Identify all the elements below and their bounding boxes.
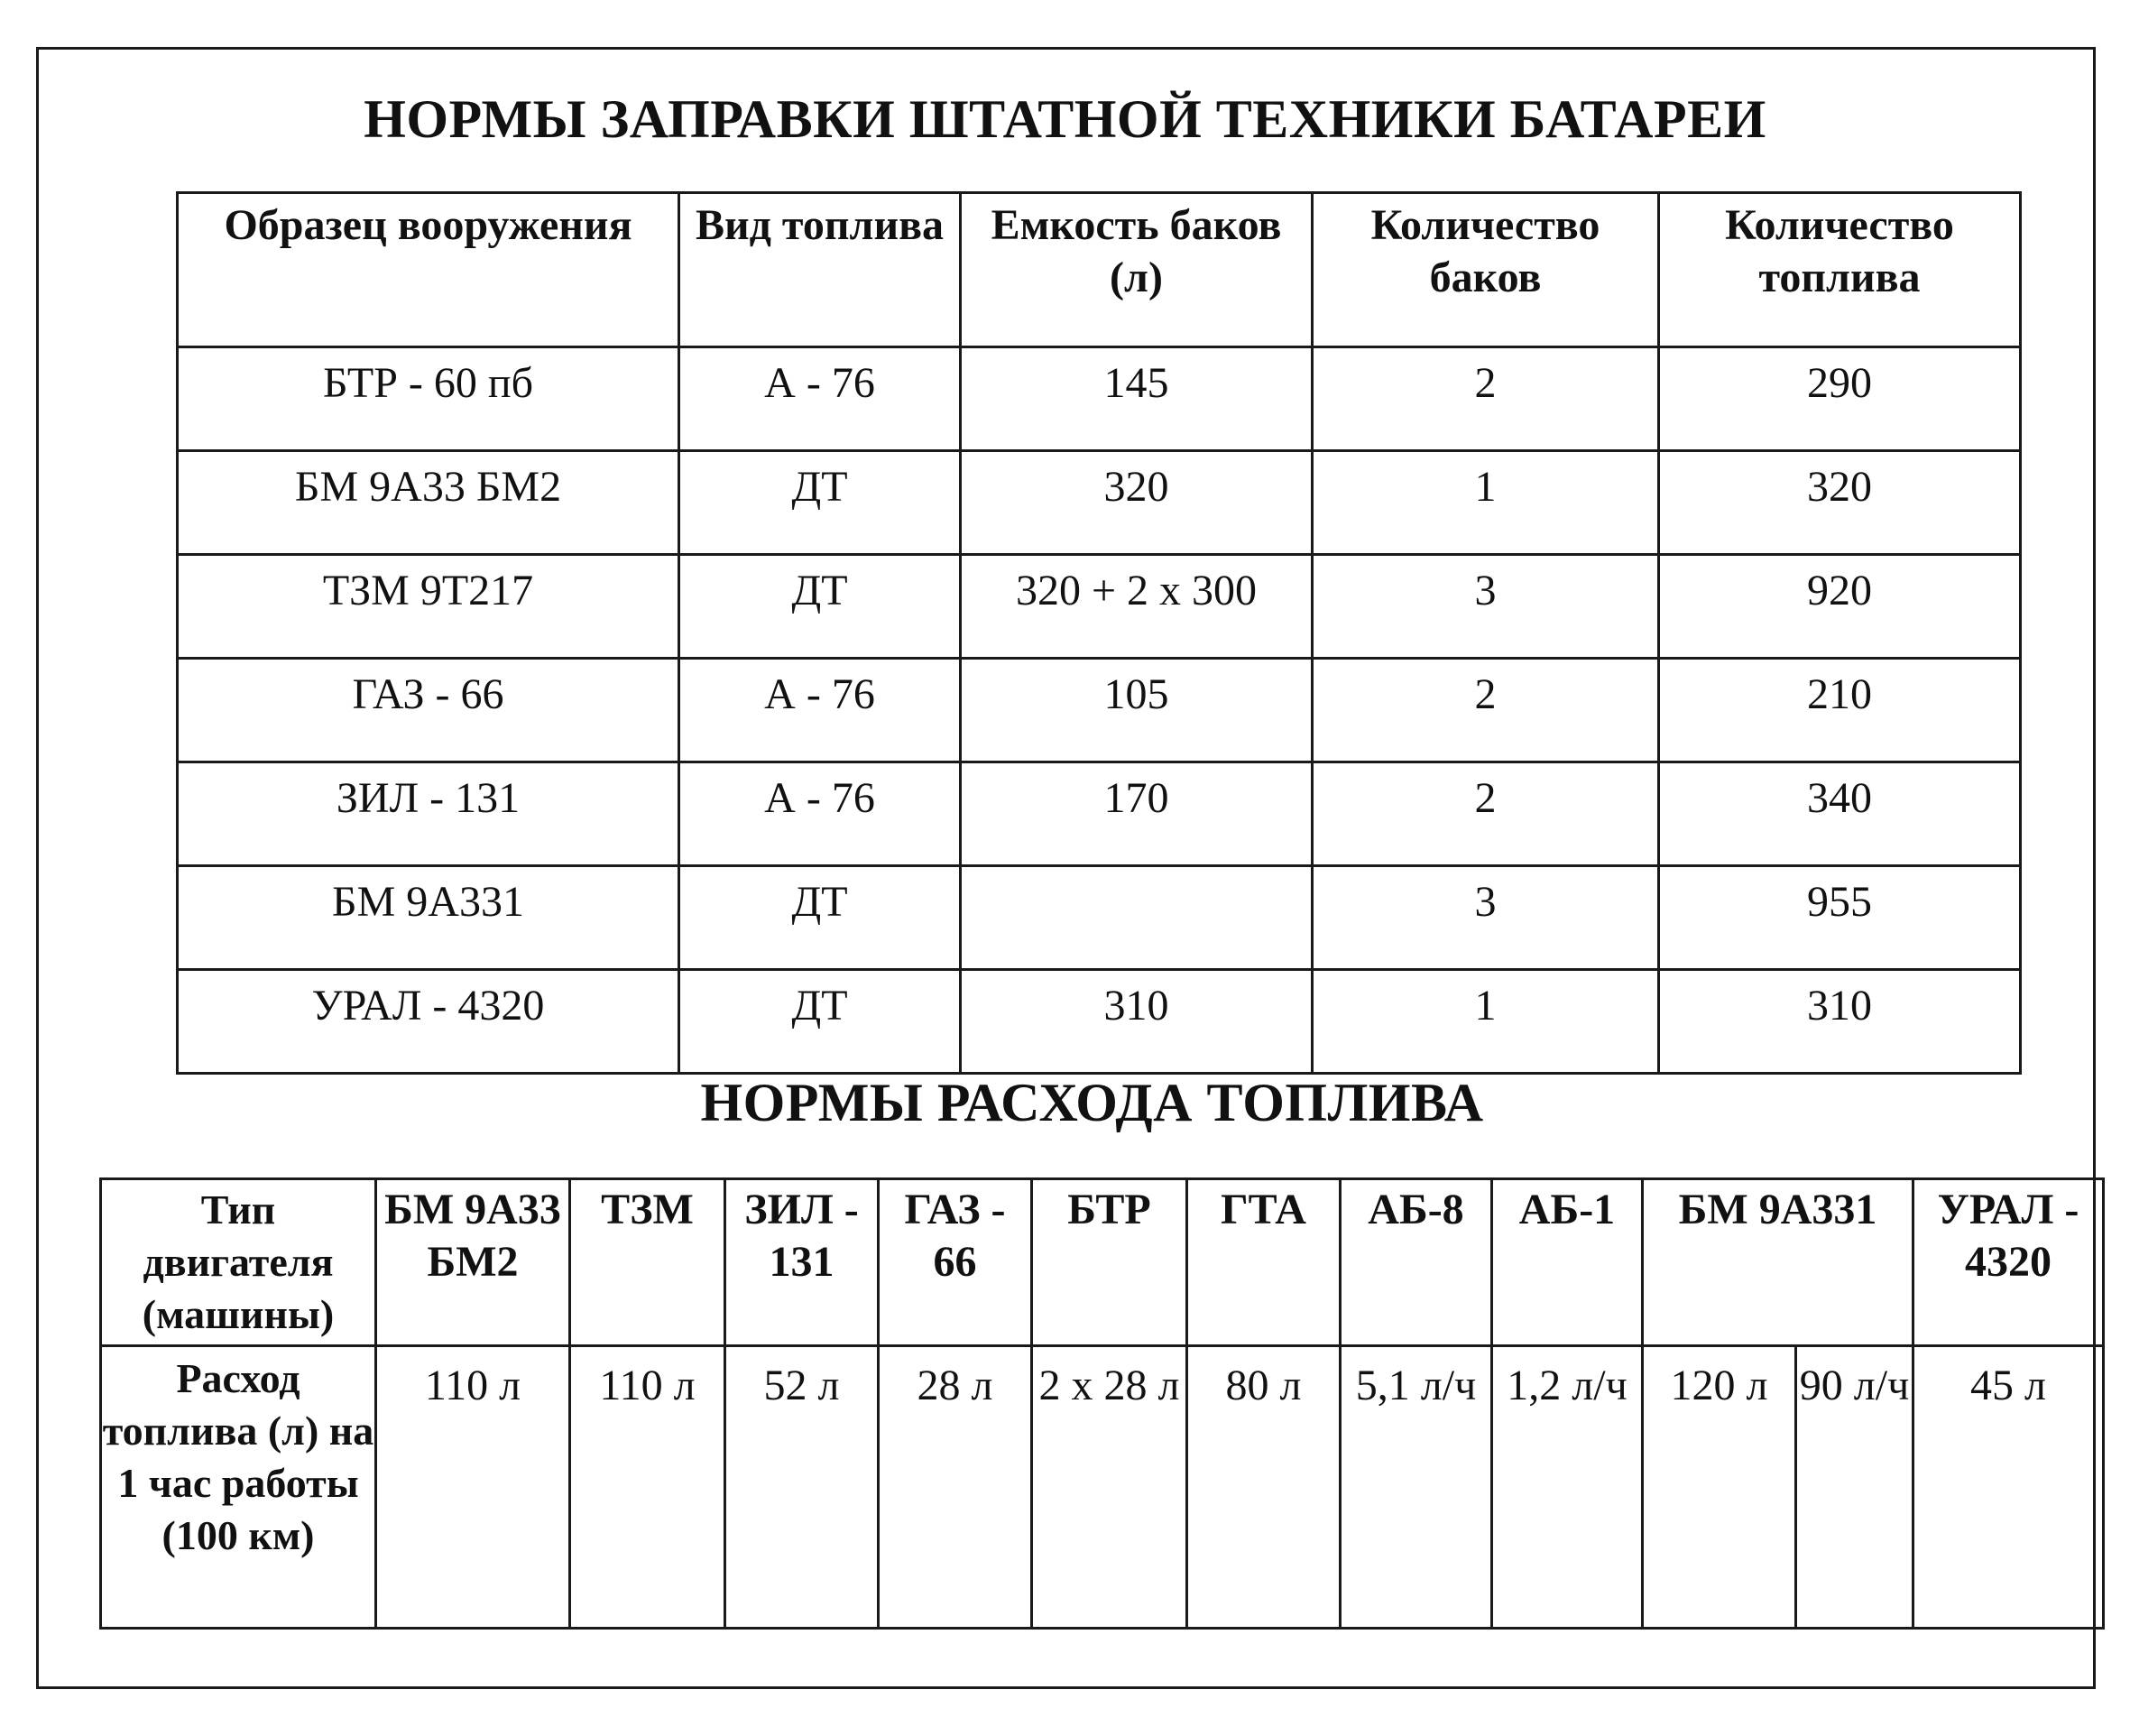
table-cell: ТЗМ 9Т217 xyxy=(178,555,679,659)
table-cell: ЗИЛ - 131 xyxy=(178,762,679,866)
table-cell: БМ 9А33 БМ2 xyxy=(178,451,679,555)
vehicle-header: БТР xyxy=(1032,1179,1187,1346)
table-cell: 340 xyxy=(1659,762,2021,866)
table-cell xyxy=(961,866,1313,970)
vehicle-header: БМ 9А331 xyxy=(1643,1179,1913,1346)
table-cell: 120 л xyxy=(1643,1346,1796,1629)
vehicle-header: ГТА xyxy=(1187,1179,1341,1346)
table-cell: А - 76 xyxy=(679,347,961,451)
table-cell: 110 л xyxy=(376,1346,570,1629)
vehicle-header: АБ-1 xyxy=(1492,1179,1643,1346)
column-header-fuel-type: Вид топлива xyxy=(679,193,961,347)
table-row xyxy=(178,451,2021,555)
refuel-norms-table xyxy=(176,191,2022,1075)
table-row xyxy=(178,866,2021,970)
table-cell: 320 + 2 х 300 xyxy=(961,555,1313,659)
table-cell: 170 xyxy=(961,762,1313,866)
table-cell: 310 xyxy=(1659,970,2021,1074)
table-cell: 3 xyxy=(1313,866,1659,970)
table-row xyxy=(178,555,2021,659)
consumption-label: Расход топлива (л) на 1 час работы (100 км) xyxy=(101,1346,376,1629)
table-cell: ДТ xyxy=(679,970,961,1074)
table-cell: 955 xyxy=(1659,866,2021,970)
table-cell: 45 л xyxy=(1913,1346,2104,1629)
fuel-consumption-table xyxy=(99,1177,2105,1630)
table-cell: 290 xyxy=(1659,347,2021,451)
table-cell: А - 76 xyxy=(679,762,961,866)
table-cell: БМ 9А331 xyxy=(178,866,679,970)
refuel-norms-title: НОРМЫ ЗАПРАВКИ ШТАТНОЙ ТЕХНИКИ БАТАРЕИ xyxy=(364,89,1766,149)
vehicle-header: ТЗМ xyxy=(570,1179,725,1346)
table-cell: 920 xyxy=(1659,555,2021,659)
column-header-weapon: Образец вооружения xyxy=(178,193,679,347)
engine-type-header: Тип двигателя (машины) xyxy=(101,1179,376,1346)
table-cell: 90 л/ч xyxy=(1796,1346,1913,1629)
table-cell: УРАЛ - 4320 xyxy=(178,970,679,1074)
table-row xyxy=(178,970,2021,1074)
table-cell: 320 xyxy=(961,451,1313,555)
vehicle-header: БМ 9А33 БМ2 xyxy=(376,1179,570,1346)
table-cell: 310 xyxy=(961,970,1313,1074)
table-cell: 80 л xyxy=(1187,1346,1341,1629)
vehicle-header-row xyxy=(101,1179,2104,1346)
table-cell: 320 xyxy=(1659,451,2021,555)
table-cell: ДТ xyxy=(679,866,961,970)
table-cell: 210 xyxy=(1659,659,2021,762)
table-cell: 1 xyxy=(1313,451,1659,555)
vehicle-header: ГАЗ - 66 xyxy=(879,1179,1032,1346)
table-cell: 145 xyxy=(961,347,1313,451)
table-cell: 105 xyxy=(961,659,1313,762)
table-cell: 2 х 28 л xyxy=(1032,1346,1187,1629)
table-cell: 110 л xyxy=(570,1346,725,1629)
table-cell: 52 л xyxy=(725,1346,879,1629)
table-row xyxy=(178,762,2021,866)
table-cell: БТР - 60 пб xyxy=(178,347,679,451)
vehicle-header: АБ-8 xyxy=(1341,1179,1492,1346)
table-header-row xyxy=(178,193,2021,347)
column-header-tank-capacity: Емкость баков (л) xyxy=(961,193,1313,347)
table-cell: 2 xyxy=(1313,659,1659,762)
table-cell: А - 76 xyxy=(679,659,961,762)
table-cell: 2 xyxy=(1313,347,1659,451)
consumption-values-row xyxy=(101,1346,2104,1629)
table-cell: 1,2 л/ч xyxy=(1492,1346,1643,1629)
table-cell: 1 xyxy=(1313,970,1659,1074)
table-cell: 28 л xyxy=(879,1346,1032,1629)
column-header-fuel-amount: Количество топлива xyxy=(1659,193,2021,347)
table-row xyxy=(178,659,2021,762)
fuel-consumption-title: НОРМЫ РАСХОДА ТОПЛИВА xyxy=(700,1073,1484,1132)
table-cell: 2 xyxy=(1313,762,1659,866)
table-cell: 5,1 л/ч xyxy=(1341,1346,1492,1629)
vehicle-header: ЗИЛ - 131 xyxy=(725,1179,879,1346)
table-cell: 3 xyxy=(1313,555,1659,659)
table-row xyxy=(178,347,2021,451)
table-cell: ГАЗ - 66 xyxy=(178,659,679,762)
vehicle-header: УРАЛ - 4320 xyxy=(1913,1179,2104,1346)
table-cell: ДТ xyxy=(679,555,961,659)
table-cell: ДТ xyxy=(679,451,961,555)
column-header-tank-count: Количество баков xyxy=(1313,193,1659,347)
